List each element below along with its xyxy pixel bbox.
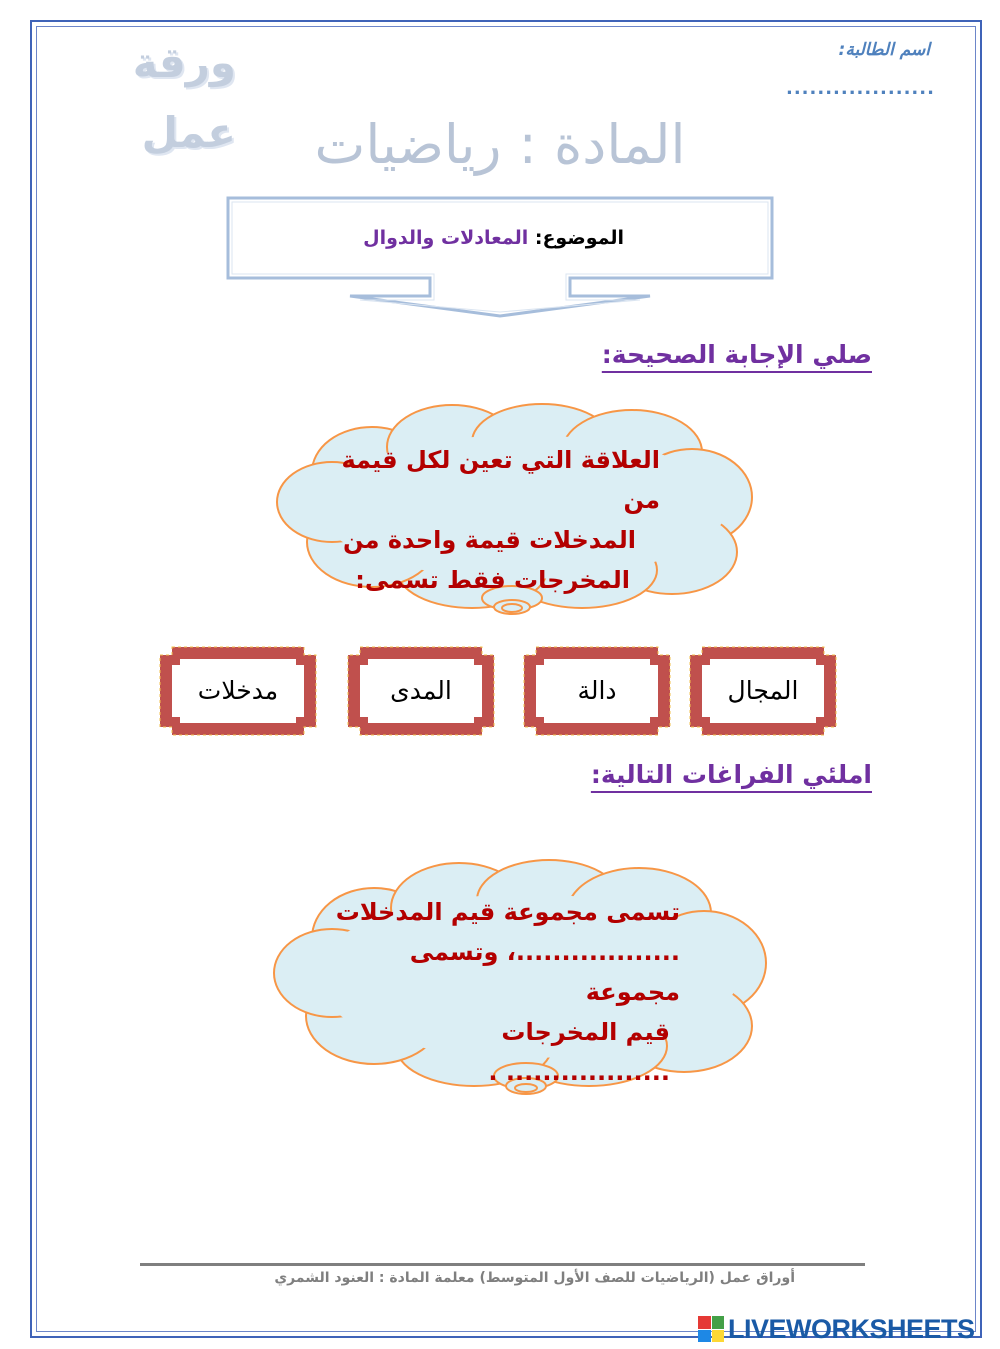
option-dalla[interactable]: [522, 645, 672, 737]
question2-line: ..................، وتسمى مجموعة: [409, 938, 680, 1006]
option-mada[interactable]: [346, 645, 496, 737]
subject-heading: المادة : رياضيات: [314, 113, 686, 176]
option-label: المجال: [727, 676, 799, 705]
option-mudkhalat[interactable]: [158, 645, 308, 737]
question1-line: العلاقة التي تعين لكل قيمة من: [341, 446, 660, 514]
section1-title: صلي الإجابة الصحيحة:: [601, 340, 872, 369]
question1-line: المدخلات قيمة واحدة من: [343, 526, 636, 554]
liveworksheets-brand[interactable]: [698, 1313, 994, 1345]
question1-line: المخرجات فقط تسمى:: [355, 566, 630, 594]
footer-text: أوراق عمل (الرياضيات للصف الأول المتوسط) معلمة المادة : العنود الشمري: [274, 1270, 795, 1286]
topic-value: المعادلات والدوال: [363, 227, 529, 249]
worksheet-title: ورقة عمل: [132, 38, 236, 157]
option-label: المدى: [390, 676, 452, 705]
section2-title: املئي الفراغات التالية:: [590, 760, 872, 789]
question1-text: [330, 440, 660, 594]
topic-label: الموضوع:: [534, 227, 624, 249]
question2-line: تسمى مجموعة قيم المدخلات: [335, 898, 680, 926]
question2-line: قيم المخرجات .................. .: [488, 1018, 670, 1086]
brand-name: LIVEWORKSHEETS: [728, 1313, 975, 1344]
question2-text: [330, 892, 680, 1086]
option-label: مدخلات: [197, 676, 279, 705]
student-name-label: اسم الطالبة:: [838, 40, 930, 60]
footer-divider: [140, 1263, 865, 1266]
liveworksheets-logo-icon: [698, 1316, 724, 1342]
student-name-field[interactable]: ...................: [786, 78, 935, 99]
topic-line: [230, 218, 624, 258]
option-majal[interactable]: [688, 645, 838, 737]
option-label: دالة: [577, 676, 617, 705]
